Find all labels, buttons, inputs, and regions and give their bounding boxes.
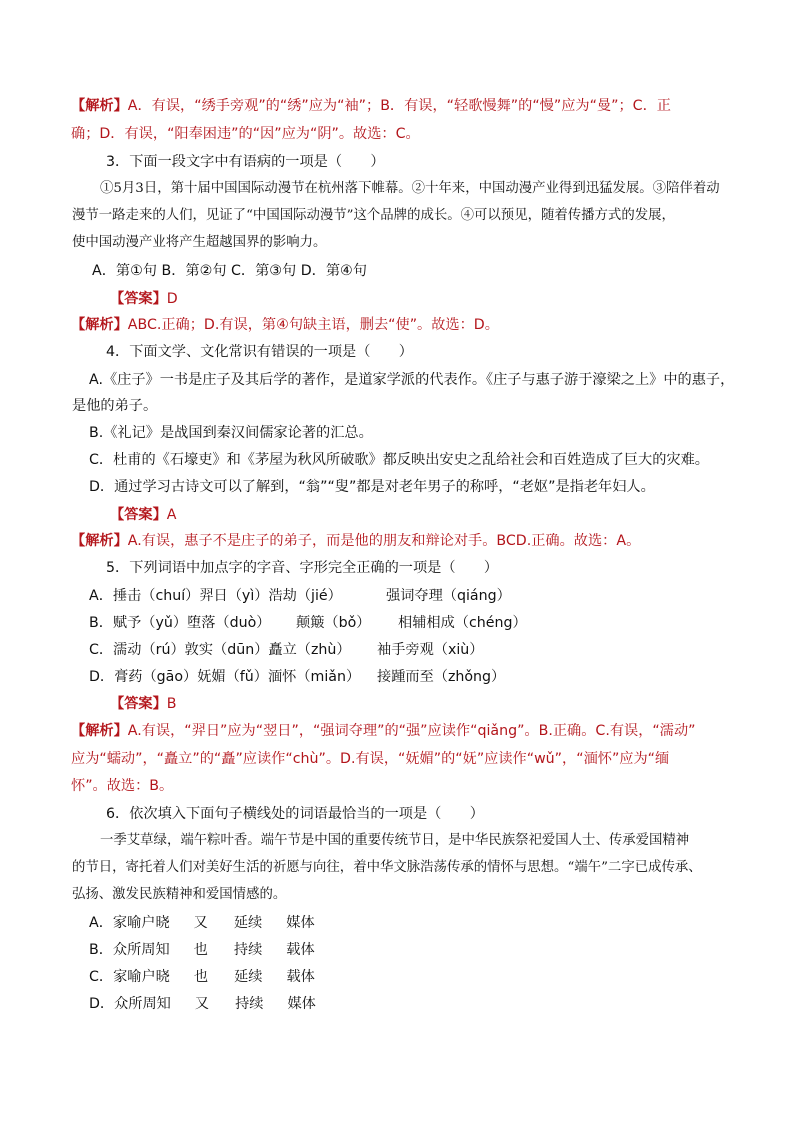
option-c: C．杜甫的《石壕吏》和《茅屋为秋风所破歌》都反映出安史之乱给社会和百姓造成了巨大的灾难。: [89, 452, 709, 468]
option-word: 延续: [233, 915, 263, 931]
answer-value: B: [166, 696, 177, 712]
option-d: D．膏药（gāo）妩媚（fǔ）湎怀（miǎn）: [89, 669, 361, 685]
option-word: 持续: [233, 942, 263, 958]
option-c-2: 袖手旁观（xiù）: [377, 642, 484, 658]
analysis-line: [71, 96, 671, 116]
analysis-line: [71, 531, 640, 551]
answer-line: [110, 694, 177, 714]
question-passage: 一季艾草绿，端午粽叶香。端午节是中国的重要传统节日，是中华民族祭祀爱国人士、传承爱国精神: [100, 833, 690, 848]
analysis-tag: 【解析】: [71, 317, 128, 333]
question-passage: ①5月3日，第十届中国国际动漫节在杭州落下帷幕。②十年来，中国动漫产业得到迅猛发展。③陪伴着动: [100, 181, 720, 196]
question-6: 6．依次填入下面句子横线处的词语最恰当的一项是（ ）: [106, 806, 484, 822]
answer-tag: 【答案】: [110, 291, 167, 307]
answer-line: [110, 505, 176, 525]
option-a: [89, 913, 315, 933]
option-d-2: 接踵而至（zhǒng）: [377, 669, 506, 685]
option-word: 也: [193, 969, 209, 985]
analysis-line: [71, 315, 499, 335]
option-c: C．濡动（rú）敦实（dūn）矗立（zhù）: [89, 642, 351, 658]
analysis-text: 应为“蠕动”，“矗立”的“矗”应读作“chù”。D.有误，“妩媚”的“妩”应读作“wǔ”，“湎怀”应为“缅: [71, 751, 670, 767]
option-word: 载体: [286, 942, 315, 958]
answer-tag: 【答案】: [110, 696, 167, 712]
option-a-cont: 是他的弟子。: [72, 398, 158, 414]
analysis-text: 确；D．有误，: [71, 126, 168, 142]
option-word: C．家喻户晓: [89, 969, 170, 985]
analysis-line: [71, 124, 420, 144]
option-b: B.《礼记》是战国到秦汉间儒家论著的汇总。: [89, 425, 373, 441]
option-word: A．家喻户晓: [89, 915, 170, 931]
option-d: [89, 994, 316, 1014]
analysis-text: “阳奉困违”的“因”应为“阴”: [167, 126, 339, 142]
analysis-tag: 【解析】: [71, 533, 128, 549]
option-word: D．众所周知: [89, 996, 171, 1012]
analysis-text: A.有误，“羿日”应为“翌日”，“强词夺理”的“强”应读作“qiǎng”。B.正确。C.有误，“濡动”: [127, 723, 696, 739]
option-b: [89, 940, 315, 960]
option-word: B．众所周知: [89, 942, 170, 958]
option-c: [89, 967, 315, 987]
analysis-line: [71, 721, 695, 741]
option-word: 也: [193, 942, 208, 958]
option-b: B．赋予（yǔ）堕落（duò）: [89, 615, 271, 631]
option-a-2: 强词夺理（qiáng）: [386, 588, 511, 604]
analysis-text: A.有误，惠子不是庄子的弟子，而是他的朋友和辩论对手。BCD.正确。故选：A。: [127, 533, 641, 549]
option-word: 媒体: [286, 915, 315, 931]
analysis-text: ABC.正确；D.有误，第④句缺主语，删去“使”。故选：D。: [127, 317, 499, 333]
option-word: 持续: [235, 996, 264, 1012]
option-word: 延续: [234, 969, 263, 985]
question-passage: 的节日，寄托着人们对美好生活的祈愿与向往，着中华文脉浩荡传承的情怀与思想。“端午”二字已成传承、: [72, 860, 702, 875]
option-d: D．通过学习古诗文可以了解到，“翁”“叟”都是对老年男子的称呼，“老妪”是指老年妇人。: [89, 479, 655, 495]
answer-line: [110, 289, 178, 309]
option-b-2: 颠簸（bǒ）: [296, 615, 371, 631]
answer-tag: 【答案】: [110, 507, 167, 523]
question-passage: 弘扬、激发民族精神和爱国情感的。: [72, 887, 287, 902]
analysis-text: 怀”。故选：B。: [71, 778, 174, 794]
answer-value: A: [166, 507, 177, 523]
analysis-text: 。故选：C。: [338, 126, 420, 142]
option-word: 又: [194, 996, 210, 1012]
question-passage: 使中国动漫产业将产生超越国界的影响力。: [72, 235, 327, 250]
analysis-tag: 【解析】: [71, 98, 128, 114]
answer-value: D: [166, 291, 178, 307]
option-a: A．捶击（chuí）羿日（yì）浩劫（jié）: [89, 588, 342, 604]
question-3: 3．下面一段文字中有语病的一项是（ ）: [106, 154, 385, 170]
question-4: 4．下面文学、文化常识有错误的一项是（ ）: [106, 344, 413, 360]
option-b-3: 相辅相成（chéng）: [398, 615, 527, 631]
analysis-text: A．有误，“绣手旁观”的“绣”应为“袖”；B．有误，“轻歌慢舞”的“慢”应为“曼”；C．正: [127, 98, 671, 114]
option-word: 载体: [286, 969, 315, 985]
option-word: 又: [193, 915, 208, 931]
question-passage: 漫节一路走来的人们，见证了“中国国际动漫节”这个品牌的成长。④可以预见，随着传播方式的发展，: [72, 208, 675, 223]
question-5: 5．下列词语中加点字的字音、字形完全正确的一项是（ ）: [106, 560, 499, 576]
question-options: A．第①句 B．第②句 C．第③句 D．第④句: [92, 263, 367, 279]
option-word: 媒体: [287, 996, 316, 1012]
option-a: A.《庄子》一书是庄子及其后学的著作，是道家学派的代表作。《庄子与惠子游于濠梁之上》中的惠子，: [89, 372, 735, 388]
analysis-tag: 【解析】: [71, 723, 128, 739]
